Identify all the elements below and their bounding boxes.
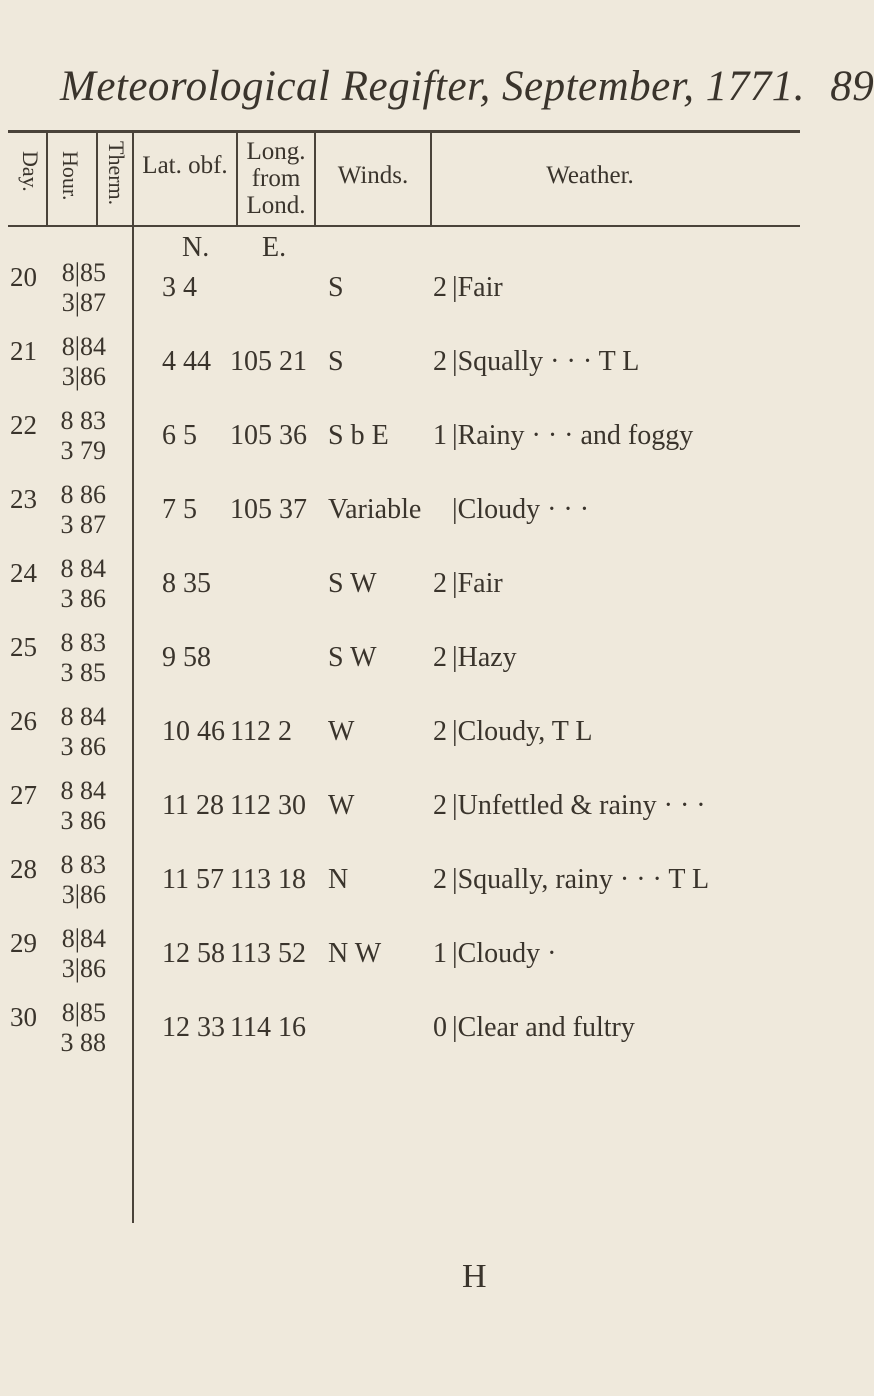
header-long-bottom: Lond.: [246, 192, 306, 219]
header-hour: Hour.: [58, 151, 83, 201]
force-cell: 2: [433, 864, 447, 895]
therm-value: 8 86: [60, 480, 106, 509]
day-cell: 28: [10, 854, 37, 884]
therm-value: 8 83: [60, 850, 106, 879]
header-bottom-rule: [8, 225, 800, 227]
long-cell: 105 37: [230, 494, 307, 525]
table-top-rule: [8, 130, 800, 133]
force-cell: 2: [433, 272, 447, 303]
header-long-top: Long.: [246, 138, 306, 165]
therm-value: 3 85: [60, 658, 106, 687]
col-rule-winds: [430, 133, 432, 225]
therm-value: 3|87: [61, 288, 106, 317]
therm-cell: [60, 628, 106, 688]
wind-cell: W: [328, 790, 355, 821]
wind-cell: S: [328, 346, 344, 377]
weather-text: Hazy: [457, 642, 517, 673]
table-row: [0, 332, 800, 404]
therm-value: 3 86: [60, 584, 106, 613]
weather-text: Fair: [457, 568, 503, 599]
wind-cell: S W: [328, 642, 377, 673]
table-row: [0, 554, 800, 626]
day-cell: 25: [10, 632, 37, 662]
weather-text: Rainy · · · and foggy: [457, 420, 694, 451]
therm-value: 8 83: [60, 628, 106, 657]
long-cell: 105 36: [230, 420, 307, 451]
force-cell: 2: [433, 568, 447, 599]
weather-text: Squally · · · T L: [457, 346, 640, 377]
weather-cell: |Cloudy ·: [452, 938, 557, 969]
weather-text: Cloudy · · ·: [457, 494, 590, 525]
header-therm: Therm.: [104, 141, 129, 206]
day-cell: 26: [10, 706, 37, 736]
weather-cell: |Unfettled & rainy · · ·: [452, 790, 706, 821]
therm-value: 8 84: [60, 776, 106, 805]
weather-text: Cloudy, T L: [457, 716, 593, 747]
weather-text: Clear and fultry: [457, 1012, 635, 1043]
weather-cell: |Clear and fultry: [452, 1012, 635, 1043]
lat-cell: 4 44: [162, 346, 211, 377]
weather-text: Cloudy ·: [457, 938, 557, 969]
therm-value: 8|84: [61, 924, 106, 953]
therm-value: 3 88: [60, 1028, 106, 1057]
header-lat-text: Lat. obf.: [142, 152, 228, 179]
therm-value: 8|84: [61, 332, 106, 361]
therm-cell: [60, 776, 106, 836]
lat-cell: 6 5: [162, 420, 197, 451]
table-row: [0, 776, 800, 848]
sheet-signature-mark: H: [462, 1258, 487, 1295]
day-cell: 23: [10, 484, 37, 514]
long-unit: E.: [262, 232, 287, 263]
therm-value: 3|86: [61, 362, 106, 391]
col-rule-lat: [236, 133, 238, 225]
title-text: Meteorological Regifter, September, 1771.: [60, 63, 805, 110]
col-rule-long: [314, 133, 316, 225]
weather-cell: |Cloudy, T L: [452, 716, 593, 747]
therm-cell: [60, 258, 106, 318]
day-cell: 27: [10, 780, 37, 810]
therm-cell: [60, 332, 106, 392]
header-long-mid: from: [251, 165, 301, 192]
weather-text: Unfettled & rainy · · ·: [457, 790, 706, 821]
therm-value: 8 84: [60, 554, 106, 583]
therm-value: 8 83: [60, 406, 106, 435]
lat-cell: 11 28: [162, 790, 224, 821]
lat-cell: 9 58: [162, 642, 211, 673]
day-cell: 22: [10, 410, 37, 440]
long-cell: 114 16: [230, 1012, 306, 1043]
therm-cell: [60, 998, 106, 1058]
header-winds: Winds.: [337, 162, 409, 189]
lat-cell: 11 57: [162, 864, 224, 895]
therm-cell: [60, 554, 106, 614]
therm-value: 3|86: [61, 880, 106, 909]
col-rule-hour: [96, 133, 98, 225]
force-cell: 2: [433, 346, 447, 377]
force-cell: 0: [433, 1012, 447, 1043]
lat-cell: 3 4: [162, 272, 197, 303]
long-cell: 112 30: [230, 790, 306, 821]
weather-cell: |Fair: [452, 272, 503, 303]
therm-cell: [60, 406, 106, 466]
page-title: [60, 62, 874, 111]
table-row: [0, 258, 800, 330]
therm-cell: [60, 702, 106, 762]
force-cell: 2: [433, 716, 447, 747]
therm-value: 3|86: [61, 954, 106, 983]
day-cell: 30: [10, 1002, 37, 1032]
weather-cell: |Fair: [452, 568, 503, 599]
table-row: [0, 702, 800, 774]
wind-cell: S b E: [328, 420, 389, 451]
wind-cell: W: [328, 716, 355, 747]
therm-cell: [60, 480, 106, 540]
table-row: [0, 850, 800, 922]
therm-cell: [60, 924, 106, 984]
lat-cell: 12 58: [162, 938, 225, 969]
weather-cell: |Squally · · · T L: [452, 346, 640, 377]
lat-cell: 12 33: [162, 1012, 225, 1043]
lat-unit: N.: [182, 232, 210, 263]
therm-value: 3 87: [60, 510, 106, 539]
long-cell: 105 21: [230, 346, 307, 377]
wind-cell: S: [328, 272, 344, 303]
long-cell: 113 52: [230, 938, 306, 969]
force-cell: 2: [433, 642, 447, 673]
weather-cell: |Rainy · · · and foggy: [452, 420, 694, 451]
therm-cell: [60, 850, 106, 910]
wind-cell: S W: [328, 568, 377, 599]
therm-value: 3 86: [60, 806, 106, 835]
day-cell: 20: [10, 262, 37, 292]
header-day: Day.: [18, 151, 43, 192]
table-row: [0, 924, 800, 996]
weather-text: Squally, rainy · · · T L: [457, 864, 710, 895]
long-cell: 112 2: [230, 716, 292, 747]
force-cell: 2: [433, 790, 447, 821]
table-row: [0, 628, 800, 700]
day-cell: 21: [10, 336, 37, 366]
therm-value: 8|85: [61, 258, 106, 287]
lat-cell: 10 46: [162, 716, 225, 747]
therm-value: 3 86: [60, 732, 106, 761]
force-cell: 1: [433, 420, 447, 451]
therm-value: 3 79: [60, 436, 106, 465]
wind-cell: N W: [328, 938, 382, 969]
weather-cell: |Hazy: [452, 642, 517, 673]
header-weather: Weather.: [546, 162, 634, 189]
long-cell: 113 18: [230, 864, 306, 895]
force-cell: 1: [433, 938, 447, 969]
lat-cell: 7 5: [162, 494, 197, 525]
wind-cell: Variable: [328, 494, 422, 525]
therm-value: 8|85: [61, 998, 106, 1027]
col-rule-day: [46, 133, 48, 225]
table-row: [0, 406, 800, 478]
therm-value: 8 84: [60, 702, 106, 731]
day-cell: 29: [10, 928, 37, 958]
wind-cell: N: [328, 864, 349, 895]
header-long: [240, 138, 312, 219]
day-cell: 24: [10, 558, 37, 588]
weather-cell: |Squally, rainy · · · T L: [452, 864, 710, 895]
lat-cell: 8 35: [162, 568, 211, 599]
page-number: 89: [830, 63, 874, 110]
table-row: [0, 480, 800, 552]
weather-text: Fair: [457, 272, 503, 303]
table-row: [0, 998, 800, 1070]
header-lat: [140, 152, 230, 179]
weather-cell: |Cloudy · · ·: [452, 494, 590, 525]
